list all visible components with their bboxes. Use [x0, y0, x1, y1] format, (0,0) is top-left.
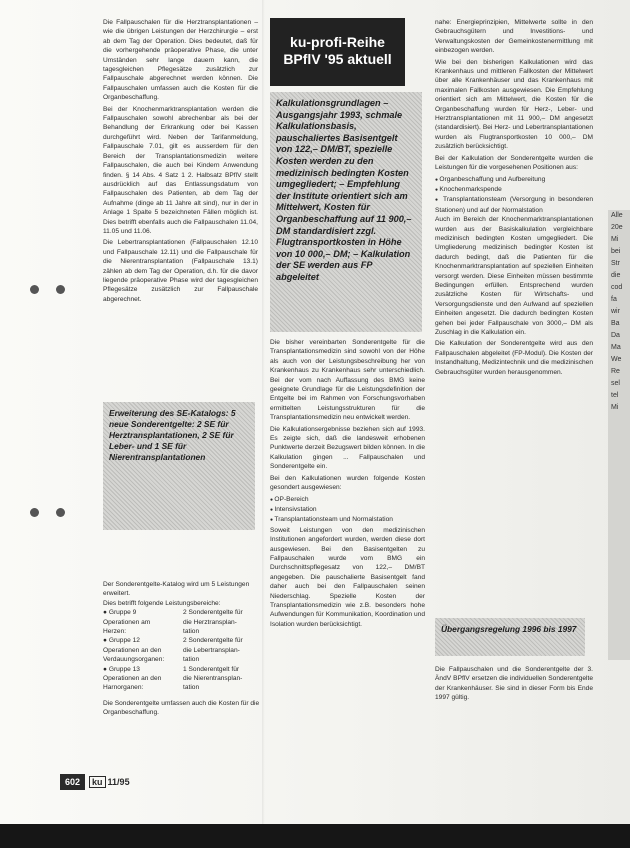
group-cell: 2 Sonderentgelte für	[183, 637, 243, 645]
group-cell: 2 Sonderentgelte für	[183, 609, 243, 617]
group-cell: die Lebertransplan-	[183, 646, 240, 654]
group-cell: Operationen an den	[103, 675, 162, 683]
transition-box-text: Übergangsregelung 1996 bis 1997	[441, 624, 577, 634]
group-outro: Die Sonderentgelte umfassen auch die Kosten für die Organbeschaffung.	[103, 699, 260, 717]
group-cell: Operationen an den	[103, 646, 162, 654]
group-intro: Der Sonderentgelte-Katalog wird um 5 Leistungen erweitert.	[103, 581, 250, 598]
transition-box	[435, 618, 585, 656]
group-row	[103, 618, 263, 627]
edge-text: Ba	[611, 320, 620, 327]
list-item: ● Transplantationsteam und Normalstation	[270, 515, 425, 525]
edge-text: Alle	[611, 212, 623, 219]
column-2	[270, 338, 425, 631]
edge-text: sel	[611, 380, 620, 387]
binder-hole	[56, 285, 65, 294]
edge-text: tel	[611, 392, 619, 399]
paragraph: Die Kalkulationsergebnisse beziehen sich auf 1993. Es zeigte sich, daß die landesweit erhobenen Punktwerte derzeit Bezugswert bilden können. In die Kalkulation gingen ... Fallpauschalen und Sonderentgelte ein.	[270, 425, 425, 471]
group-row	[103, 674, 263, 683]
paragraph: Soweit Leistungen von den medizinischen Institutionen angefordert wurden, werden diese dort ausgewiesen. Bei den Basisentgelten zu Fallpauschalen wurde vom BMG ein Durchschnittspflegesatz von 122,– DM/BT angegeben. Die pauschalierte Basisentgelt fand daher auch bei den Fallpauschalen seinen Niederschlag. Spezielle Kosten der Transplantationsmedizin wie z.B. besonders hohe Aufwendungen für Kommunikation, Koordination und Isolation wurden berücksichtigt.	[270, 526, 425, 628]
group-cell: tation	[183, 628, 200, 636]
edge-text: Mi	[611, 236, 619, 243]
group-row	[103, 636, 263, 645]
binder-hole	[56, 508, 65, 517]
paragraph: Die Fallpauschalen für die Herztransplantationen – wie die übrigen Leistungen der Herzchirurgie – erst ab dem Tag der Operation. Dies bedeutet, daß für die vorhergehende präoperative Phase, die unter Umständen sehr lange dauern kann, die tagesgleichen Pflegesätze zusätzlich zur Fallpauschale abgerechnet werden können. Die Fallpauschalen umfassen auch die Kosten für die Organbeschaffung.	[103, 19, 258, 102]
paragraph: Die Lebertransplantationen (Fallpauschalen 12.10 und Fallpauschale 12.11) und die Fallpauschale für die Nierentransplantation (Fallpauschale 13.1) zählen ab dem Tag der Operation, d.h. für die davor liegende präoperative Phase wird der tagesgleichen Pflegesätze zusätzlich zur Fallpauschale abgerechnet.	[103, 239, 258, 303]
edge-text: 20e	[611, 224, 623, 231]
edge-text: Str	[611, 260, 620, 267]
group-cell: die Nierentransplan-	[183, 675, 243, 683]
group-row	[103, 608, 263, 617]
paragraph: Auch im Bereich der Knochenmarktransplantationen wurden aus der Basiskalkulation vergleichbare medizinisch bedingten Kosten umgegliedert. Die Umgliederung medizinisch bedingter Kosten ist dadurch bedingt, daß die Patienten für die Knochenmarktransplantation auf speziellen Einheiten versorgt werden. Diese Einheiten müssen bestimmte Bedingungen erfüllen. Entsprechend wurden zusätzliche Kosten für Wirtschafts- und Versorgungsdienste und den Aufwand auf speziellen Einheiten angesetzt. Die dadurch bedingten Kosten gehen bei jeder Fallpauschale von 3000,– DM als Zuschlag in die Kalkulation ein.	[435, 216, 593, 336]
group-cell: Operationen am	[103, 618, 151, 626]
scan-border	[0, 824, 630, 848]
paragraph: Bei der Knochenmarktransplantation werden die Fallpauschalen sowohl abrechenbar als bei der Behandlung der Erkrankung oder bei Kassen durchgeführt wird. Neben der Tarifanmeldung, Fallpauschale 7.01, gilt es ausserdem für den Bereich der Transplantationsmedizin weitere Fallpauschalen, die auch bei Kindern Anwendung finden. § 14 Abs. 4 Satz 1 2. Halbsatz BPflV stellt ausdrücklich auf das Entlassungsdatum von Fallpauschalen des Patienten, ab dem Tag der Aufnahme (dinge ab 11 Jahre alt sind), nur in der in Anlage 1 Spalte 5 bezeichneten Fällen möglich ist. Dies betrifft ebenfalls auch die Fallpauschalen 11.04, 11.05 und 11.06.	[103, 105, 258, 235]
list-item: ● Transplantationsteam (Versorgung in besonderen Stationen) und auf der Normalstation	[435, 195, 593, 215]
edge-text: Ma	[611, 344, 621, 351]
group-row	[103, 683, 263, 692]
magazine-logo: ku	[89, 776, 106, 788]
summary-box-text: Kalkulationsgrundlagen – Ausgangsjahr 1993, schmale Kalkulationsbasis, pauschaliertes Basisentgelt von 122,– DM/BT, spezielle Kosten werden zu den medizinisch bedingten Kosten umgegliedert; – Empfehlung der Institute orientiert sich am Mittelwert, Kosten für Organbeschaffung auf 11 900,– DM standardisiert zzgl. Flugtransportkosten in Höhe von 10 000,– DM; – Kalkulation der SE werden aus FP abgeleitet	[276, 98, 412, 282]
list-item: ● Intensivstation	[270, 505, 425, 515]
group-row	[103, 627, 263, 636]
group-cell: ● Gruppe 13	[103, 665, 140, 673]
edge-text: Mi	[611, 404, 619, 411]
group-cell: 1 Sonderentgelt für	[183, 665, 240, 673]
catalog-box	[103, 402, 255, 530]
banner-line-2: BPflV '95 aktuell	[283, 51, 392, 67]
edge-text: cod	[611, 284, 623, 291]
paragraph: Bei den Kalkulationen wurden folgende Kosten gesondert ausgewiesen:	[270, 474, 425, 492]
group-row	[103, 655, 263, 664]
paragraph: Die bisher vereinbarten Sonderentgelte für die Transplantationsmedizin sind sowohl von der Höhe als auch von der Leistungsbeschreibung her von Krankenhaus zu Krankenhaus sehr unterschiedlich. Bei der vom nach Auffassung des BMG keine geeignete Grundlage für die Leistungsdefinition der Entgelte bei im Rahmen von Forschungsvorhaben ermittelten Leistungsstrukturen für die Transplantationsmedizin neu entwickelt werden.	[270, 339, 425, 422]
group-cell: ● Gruppe 9	[103, 609, 137, 617]
group-intro-2: Dies betrifft folgende Leistungsbereiche:	[103, 599, 221, 607]
banner-line-1: ku-profi-Reihe	[290, 34, 385, 50]
edge-text: Da	[611, 332, 620, 339]
list-item: ● Knochenmarkspende	[435, 185, 593, 195]
edge-text: We	[611, 356, 622, 363]
page-footer	[60, 772, 130, 792]
bullet-list	[435, 175, 593, 216]
edge-text: Re	[611, 368, 620, 375]
series-banner	[270, 18, 405, 86]
edge-text: wir	[611, 308, 620, 315]
summary-box	[270, 92, 422, 332]
column-3-end	[435, 665, 593, 705]
column-3	[435, 18, 593, 379]
edge-text: fa	[611, 296, 617, 303]
column-1	[103, 18, 258, 306]
list-item: ● Organbeschaffung und Aufbereitung	[435, 175, 593, 185]
group-cell: tation	[183, 656, 200, 664]
group-row	[103, 665, 263, 674]
group-cell: Verdauungsorganen:	[103, 656, 165, 664]
adjacent-page-edge	[608, 210, 630, 660]
list-item: ● OP-Bereich	[270, 495, 425, 505]
issue-number: 11/95	[107, 777, 130, 787]
paragraph: nahe: Energieprinzipien, Mittelwerte sollte in den Gebrauchsgütern und Investitions- und Verwaltungskosten der Gemeinkostenermittlung mit einbezogen werden.	[435, 19, 593, 55]
paragraph: Die Kalkulation der Sonderentgelte wird aus den Fallpauschalen abgeleitet (FP-Modul). Die Kosten der Instandhaltung, Medizintechnik und die medizinischen Gebrauchsgüter wurden herausgenommen.	[435, 340, 593, 376]
binder-hole	[30, 508, 39, 517]
paragraph: Bei der Kalkulation der Sonderentgelte wurden die Leistungen für die vorgesehenen Positionen aus:	[435, 154, 593, 172]
group-cell: tation	[183, 684, 200, 692]
edge-text: bei	[611, 248, 621, 255]
edge-text: die	[611, 272, 621, 279]
group-cell: Harnorganen:	[103, 684, 144, 692]
page-number: 602	[60, 774, 85, 790]
group-cell: ● Gruppe 12	[103, 637, 140, 645]
group-row	[103, 646, 263, 655]
group-list	[103, 580, 263, 718]
paragraph: Wie bei den bisherigen Kalkulationen wird das Krankenhaus und mittleren Fallkosten der Mittelwert über alle Krankenhäuser und das Krankenhaus mit maximalen Fallkosten ausgewiesen. Die Empfehlung orientiert sich am Mittelwert, die Kosten für die Organbeschaffung wurden für Herz-, Leber- und Herztransplantationen mit 11 900,– DM angesetzt (standardisiert). Bei Herz- und Lebertransplantationen wurden als Flugtransportkosten 10 000,– DM zusätzlich berücksichtigt.	[435, 58, 593, 151]
bullet-list	[270, 495, 425, 526]
binder-hole	[30, 285, 39, 294]
group-cell: Herzen:	[103, 628, 127, 636]
group-cell: die Herztransplan-	[183, 618, 237, 626]
catalog-box-text: Erweiterung des SE-Katalogs: 5 neue Sonderentgelte: 2 SE für Herztransplantationen, 2 SE für Leber- und 1 SE für Nierentransplantationen	[109, 408, 236, 462]
paragraph: Die Fallpauschalen und die Sonderentgelte der 3. ÄndV BPflV ersetzen die individuellen Sonderentgelte der Krankenhäuser. Sie sind in dieser Form bis Ende 1997 gültig.	[435, 666, 593, 702]
